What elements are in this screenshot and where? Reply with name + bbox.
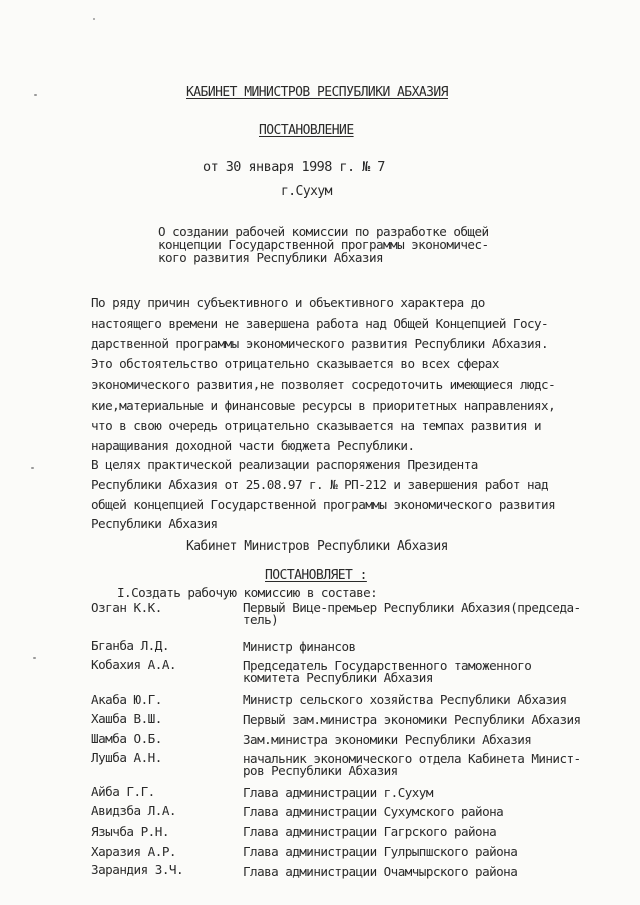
member-role: Председатель Государственного таможенного комитета Республики Абхазия	[243, 658, 532, 685]
body-line: экономического развития,не позволяет сосредоточить имеющиеся людс-	[91, 377, 556, 392]
member-name: Хашба В.Ш.	[91, 711, 162, 726]
member-role: Глава администрации Сухумского района	[243, 804, 504, 819]
item-1: I.Создать рабочую комиссию в составе:	[117, 585, 378, 600]
member-name: Язычба Р.Н.	[91, 824, 169, 839]
subject-line: концепции Государственной программы экономичес-	[158, 237, 489, 252]
member-name: Кобахия А.А.	[91, 657, 176, 672]
city: г.Сухум	[281, 184, 332, 199]
subject-line: О создании рабочей комиссии по разработке общей	[158, 224, 489, 239]
member-role: Зам.министра экономики Республики Абхазия	[243, 732, 532, 747]
body-line: настоящего времени не завершена работа над Общей Концепцией Госу-	[91, 316, 549, 331]
member-role: Первый зам.министра экономики Республики Абхазия	[243, 712, 581, 727]
subject-line: кого развития Республики Абхазия	[158, 250, 384, 265]
member-name: Бганба Л.Д.	[91, 638, 169, 653]
member-name: Харазия А.Р.	[91, 844, 176, 859]
member-name: Озган К.К.	[91, 600, 162, 615]
cabinet-line: Кабинет Министров Республики Абхазия	[186, 539, 448, 554]
body-line: Республики Абхазия	[91, 516, 218, 531]
member-name: Шамба О.Б.	[91, 731, 162, 746]
member-role: Министр сельского хозяйства Республики Абхазия	[243, 692, 567, 707]
doc-type: ПОСТАНОВЛЕНИЕ	[259, 123, 354, 138]
body-line: общей концепцией Государственной программы экономического развития	[91, 497, 556, 512]
scan-speck	[33, 657, 36, 659]
member-name: Лушба А.Н.	[91, 750, 162, 765]
member-name: Авидзба Л.А.	[91, 803, 176, 818]
member-name: Акаба Ю.Г.	[91, 692, 162, 707]
member-name: Айба Г.Г.	[91, 784, 155, 799]
member-role: Глава администрации г.Сухум	[243, 785, 433, 800]
org-header: КАБИНЕТ МИНИСТРОВ РЕСПУБЛИКИ АБХАЗИЯ	[186, 85, 448, 100]
body-line: наращивания доходной части бюджета Республики.	[91, 438, 415, 453]
resolves-heading: ПОСТАНОВЛЯЕТ :	[265, 568, 367, 583]
member-role: Глава администрации Гулрыпшского района	[243, 844, 518, 859]
member-role: Глава администрации Гагрского района	[243, 824, 497, 839]
scan-speck	[93, 18, 95, 20]
scan-speck	[31, 467, 34, 469]
member-role: Первый Вице-премьер Республики Абхазия(председа- тель)	[243, 600, 581, 627]
date-line: от 30 января 1998 г. № 7	[203, 159, 385, 175]
member-role: Глава администрации Очамчырского района	[243, 864, 518, 879]
body-line: дарственной программы экономического развития Республики Абхазия.	[91, 336, 549, 351]
body-line: Республики Абхазия от 25.08.97 г. № РП-212 и завершения работ над	[91, 477, 549, 492]
body-line: В целях практической реализации распоряжения Президента	[91, 457, 478, 472]
body-line: кие,материальные и финансовые ресурсы в приоритетных направлениях,	[91, 398, 556, 413]
body-line: Это обстоятельство отрицательно сказывается во всех сферах	[91, 356, 499, 371]
member-role: Министр финансов	[243, 639, 356, 654]
member-name: Зарандия З.Ч.	[91, 862, 184, 877]
body-line: что в свою очередь отрицательно сказывается на темпах развития и	[91, 418, 542, 433]
body-line: По ряду причин субъективного и объективного характера до	[91, 295, 485, 310]
member-role: начальник экономического отдела Кабинета Минист- ров Республики Абхазия	[243, 751, 581, 778]
scan-speck	[34, 94, 37, 96]
